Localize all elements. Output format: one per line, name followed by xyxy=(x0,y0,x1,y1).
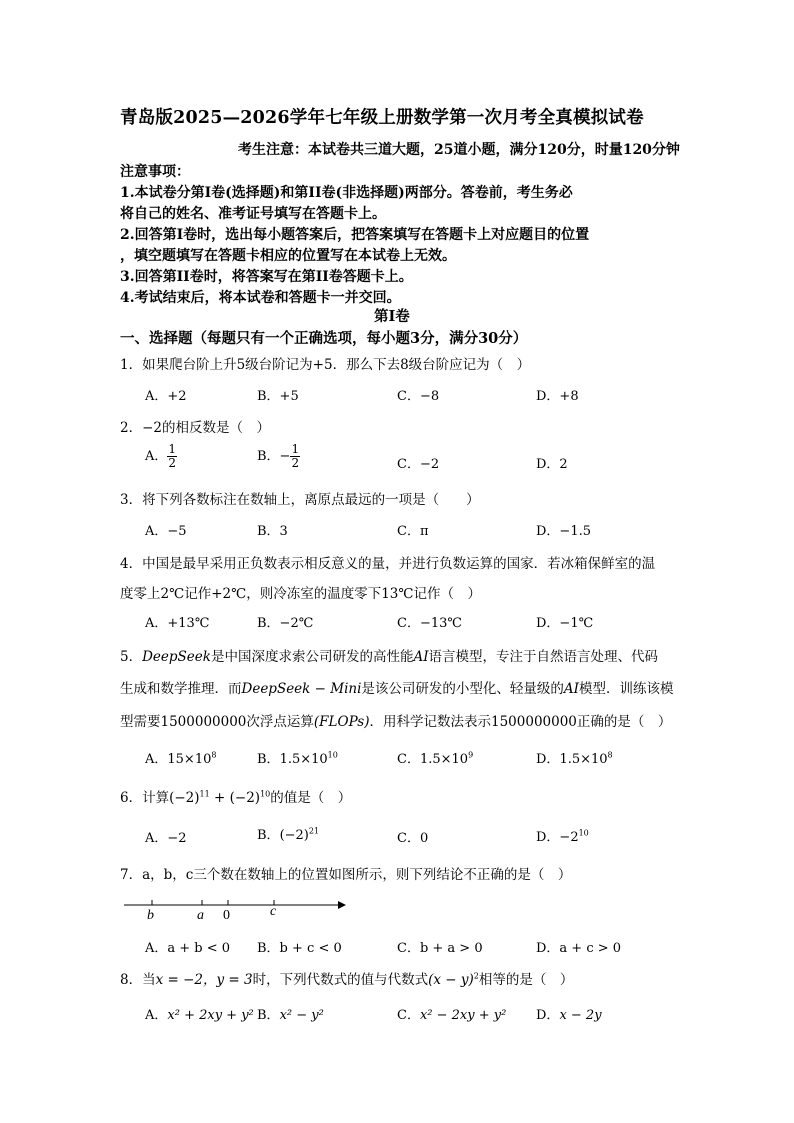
fraction-denominator: 2 xyxy=(168,456,177,470)
math-term: AI xyxy=(413,649,429,665)
q1-option-c: C．−8 xyxy=(397,389,440,404)
math-expression: (x − y) xyxy=(428,972,474,988)
option-label: B．− xyxy=(257,449,291,464)
stem-text: 模型．训练该模 xyxy=(579,681,674,697)
sci-exponent: 8 xyxy=(607,750,613,760)
option-label: A． xyxy=(145,1008,168,1023)
sci-base: 1.5×10 xyxy=(559,752,608,767)
q4-option-a: A．+13℃ xyxy=(145,616,210,631)
fraction-numerator: 1 xyxy=(291,442,300,456)
section-heading: 一、选择题（每题只有一个正确选项，每小题3分，满分30分） xyxy=(120,330,528,347)
power-exponent: 11 xyxy=(199,789,210,799)
q6-option-d xyxy=(536,826,589,845)
question-4-stem-line1: 4．中国是最早采用正负数表示相反意义的量，并进行负数运算的国家．若冰箱保鲜室的温 xyxy=(120,556,656,572)
q3-option-b: B．3 xyxy=(257,524,288,539)
q5-option-a xyxy=(145,748,216,767)
math-expression: x² − y² xyxy=(279,1008,324,1023)
fraction xyxy=(290,443,300,470)
instruction-line: 4.考试结束后，将本试卷和答题卡一并交回。 xyxy=(120,290,401,306)
q6-option-c: C．0 xyxy=(397,831,429,846)
sci-base: 1.5×10 xyxy=(419,752,469,767)
q1-option-d: D．+8 xyxy=(536,389,579,404)
plus-sign: + xyxy=(209,790,230,806)
q4-option-b: B．−2℃ xyxy=(257,616,314,631)
q7-option-d: D．a + c > 0 xyxy=(536,941,622,956)
option-label: B． xyxy=(257,1008,280,1023)
stem-text: ．用科学记数法表示1500000000正确的是（ ） xyxy=(369,714,672,730)
fraction xyxy=(167,443,177,470)
math-condition: x = −2，y = 3 xyxy=(155,972,253,988)
instruction-line: ，填空题填写在答题卡相应的位置写在本试卷上无效。 xyxy=(120,248,456,264)
q6-option-b xyxy=(257,824,319,843)
option-label: D． xyxy=(536,1008,560,1023)
exam-notice: 考生注意：本试卷共三道大题，25道小题，满分120分，时量120分钟 xyxy=(238,142,680,158)
question-7-stem: 7．a，b，c三个数在数轴上的位置如图所示，则下列结论不正确的是（ ） xyxy=(120,867,572,883)
option-label: D． xyxy=(536,752,560,767)
q6-option-a: A．−2 xyxy=(145,831,187,846)
sci-exponent: 9 xyxy=(468,750,474,760)
q3-option-c: C．π xyxy=(397,524,429,539)
stem-text: 的值是（ ） xyxy=(270,790,352,806)
math-expression: x − 2y xyxy=(559,1008,602,1023)
q3-option-d: D．−1.5 xyxy=(536,524,591,539)
stem-text: 型需要1500000000次浮点运算 xyxy=(120,714,314,730)
instructions-heading: 注意事项： xyxy=(120,164,190,180)
power-base: (−2) xyxy=(279,828,309,843)
stem-text: 6．计算 xyxy=(120,790,170,806)
label-a: a xyxy=(197,908,204,923)
question-6-stem xyxy=(120,786,351,806)
math-expression: x² + 2xy + y² xyxy=(167,1008,254,1023)
q8-option-d xyxy=(536,1004,602,1023)
stem-text: 8．当 xyxy=(120,972,156,988)
q2-option-c: C．−2 xyxy=(397,457,440,472)
q1-option-b: B．+5 xyxy=(257,389,299,404)
q7-option-c: C．b + a > 0 xyxy=(397,941,483,956)
instruction-line: 2.回答第Ⅰ卷时，选出每小题答案后，把答案填写在答题卡上对应题目的位置 xyxy=(120,227,590,243)
stem-text: 生成和数学推理．而 xyxy=(120,681,242,697)
question-3-stem: 3．将下列各数标注在数轴上，离原点最远的一项是（ ） xyxy=(120,492,480,508)
question-5-stem-line1 xyxy=(120,645,658,665)
math-expression: x² − 2xy + y² xyxy=(419,1008,507,1023)
volume-heading: 第Ⅰ卷 xyxy=(374,308,410,325)
question-5-stem-line3 xyxy=(120,710,671,730)
question-2-stem: 2．−2的相反数是（ ） xyxy=(120,420,270,436)
instruction-line: 将自己的姓名、准考证号填写在答题卡上。 xyxy=(120,206,386,222)
label-b: b xyxy=(147,908,154,923)
question-5-stem-line2 xyxy=(120,677,674,697)
power-exponent: 21 xyxy=(308,826,320,836)
math-term: DeepSeek xyxy=(142,649,211,665)
stem-text: 5． xyxy=(120,649,143,665)
question-1-stem: 1．如果爬台阶上升5级台阶记为+5．那么下去8级台阶应记为（ ） xyxy=(120,357,531,373)
stem-text: 是中国深度求索公司研发的高性能 xyxy=(210,649,414,665)
q5-option-c xyxy=(397,748,473,767)
exam-title: 青岛版2025—2026学年七年级上册数学第一次月考全真模拟试卷 xyxy=(120,108,644,128)
option-label: B． xyxy=(257,828,280,843)
sci-base: 1.5×10 xyxy=(279,752,328,767)
sci-base: 15×10 xyxy=(167,752,212,767)
power-exponent: 2 xyxy=(473,971,479,981)
stem-text: 相等的是（ ） xyxy=(478,972,574,988)
q4-option-c: C．−13℃ xyxy=(397,616,462,631)
q4-option-d: D．−1℃ xyxy=(536,616,594,631)
q2-option-d: D．2 xyxy=(536,457,568,472)
option-label: B． xyxy=(257,752,280,767)
number-line-figure xyxy=(120,893,350,923)
math-term: AI xyxy=(563,681,579,697)
option-label: A． xyxy=(145,752,168,767)
stem-text: 语言模型，专注于自然语言处理、代码 xyxy=(428,649,659,665)
label-zero: 0 xyxy=(223,908,230,923)
fraction-denominator: 2 xyxy=(291,456,300,470)
sci-exponent: 10 xyxy=(327,750,338,760)
q7-option-b: B．b + c < 0 xyxy=(257,941,342,956)
label-c: c xyxy=(270,904,277,919)
q7-option-a: A．a + b < 0 xyxy=(145,941,231,956)
q3-option-a: A．−5 xyxy=(145,524,187,539)
q5-option-d xyxy=(536,748,613,767)
option-label: C． xyxy=(397,1008,420,1023)
option-label: A． xyxy=(145,449,168,464)
q5-option-b xyxy=(257,748,338,767)
q1-option-a: A．+2 xyxy=(145,389,187,404)
number-line-arrow xyxy=(338,901,346,909)
power-exponent: 10 xyxy=(260,789,271,799)
q2-option-b xyxy=(257,443,300,470)
math-term: DeepSeek − Mini xyxy=(241,681,362,697)
option-label: D．−2 xyxy=(536,830,579,845)
power-base: (−2) xyxy=(169,790,200,806)
instruction-line: 3.回答第II卷时，将答案写在第II卷答题卡上。 xyxy=(120,269,413,285)
q8-option-a xyxy=(145,1004,254,1023)
stem-text: 时，下列代数式的值与代数式 xyxy=(252,972,429,988)
math-term: (FLOPs) xyxy=(313,714,370,730)
sci-exponent: 8 xyxy=(211,750,217,760)
q8-option-c xyxy=(397,1004,506,1023)
fraction-numerator: 1 xyxy=(168,442,177,456)
power-base: (−2) xyxy=(229,790,261,806)
question-4-stem-line2: 度零上2℃记作+2℃，则冷冻室的温度零下13℃记作（ ） xyxy=(120,586,481,602)
stem-text: 是该公司研发的小型化、轻量级的 xyxy=(361,681,564,697)
option-label: C． xyxy=(397,752,420,767)
q8-option-b xyxy=(257,1004,324,1023)
power-exponent: 10 xyxy=(578,828,589,838)
q2-option-a xyxy=(145,443,177,470)
question-8-stem xyxy=(120,968,573,988)
instruction-line: 1.本试卷分第Ⅰ卷(选择题)和第II卷(非选择题)两部分。答卷前，考生务必 xyxy=(120,185,573,201)
